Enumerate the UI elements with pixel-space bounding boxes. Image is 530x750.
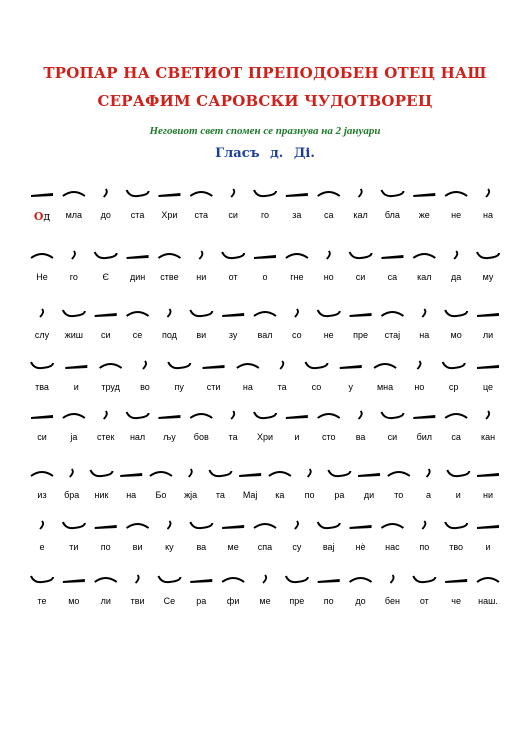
lyric-syllable: го — [69, 272, 78, 282]
lyric-syllable: ка — [275, 490, 285, 500]
lyric-syllable: вал — [257, 330, 273, 340]
lyric-syllable: ли — [100, 596, 111, 606]
lyric-syllable: пу — [174, 382, 184, 392]
neume-mark — [318, 579, 340, 583]
neume-line — [0, 352, 530, 378]
neume-mark — [72, 251, 75, 259]
tone-mode-letter: д. — [270, 146, 284, 161]
neume-mark — [477, 473, 499, 477]
neume-mark — [100, 364, 122, 368]
lyric-syllable: из — [37, 490, 47, 500]
lyric-syllable: гне — [290, 272, 304, 282]
neume-mark — [286, 254, 308, 258]
lyric-syllable: са — [323, 210, 334, 220]
neume-mark — [31, 472, 53, 476]
lyric-line — [0, 542, 530, 558]
neume-mark — [350, 578, 372, 582]
neume-mark — [254, 312, 276, 316]
lyric-syllable: на — [483, 210, 493, 220]
neume-mark — [209, 470, 231, 476]
lyric-syllable: у — [348, 382, 354, 392]
neume-mark — [158, 415, 180, 419]
neume-mark — [422, 521, 425, 529]
neume-mark — [222, 252, 244, 258]
lyric-syllable: кан — [480, 432, 496, 442]
lyric-syllable: ра — [334, 490, 345, 500]
lyric-syllable: кал — [353, 210, 368, 220]
neume-mark — [63, 522, 85, 528]
neume-mark — [158, 576, 180, 582]
neume-mark — [445, 579, 467, 583]
lyric-syllable: да — [451, 272, 462, 282]
neume-row-svg — [0, 242, 530, 268]
neume-line — [0, 242, 530, 268]
lyric-syllable: со — [292, 330, 302, 340]
lyric-syllable: му — [482, 272, 494, 282]
lyric-syllable: бов — [193, 432, 209, 442]
neume-mark — [190, 192, 212, 196]
lyric-syllable: и — [455, 490, 461, 500]
neume-mark — [427, 469, 430, 477]
neume-mark — [413, 193, 435, 197]
lyric-syllable: сти — [206, 382, 221, 392]
neume-mark — [167, 521, 170, 529]
lyric-syllable: Не — [36, 272, 48, 282]
lyric-syllable: слу — [34, 330, 50, 340]
lyric-syllable: та — [215, 490, 225, 500]
lyric-syllable: тво — [449, 542, 464, 552]
lyric-syllable: ср — [448, 382, 459, 392]
lyric-syllable: си — [355, 272, 366, 282]
lyric-syllable: от — [419, 596, 429, 606]
neume-mark — [381, 255, 403, 259]
lyric-syllable: и — [73, 382, 79, 392]
lyric-syllable: кал — [417, 272, 432, 282]
neume-mark — [127, 312, 149, 316]
neume-mark — [90, 470, 112, 476]
lyric-syllable: не — [451, 210, 462, 220]
neume-mark — [190, 522, 212, 528]
neume-mark — [477, 313, 499, 317]
neume-mark — [486, 189, 489, 197]
lyric-syllable: нал — [129, 432, 146, 442]
lyric-syllable: под — [161, 330, 177, 340]
lyric-syllable: бра — [64, 490, 80, 500]
lyric-syllable: Се — [163, 596, 176, 606]
lyric-syllable: а — [426, 490, 432, 500]
lyric-syllable: дин — [129, 272, 146, 282]
neume-mark — [269, 472, 291, 476]
neume-mark — [358, 473, 380, 477]
lyric-syllable: та — [277, 382, 287, 392]
lyric-syllable: се — [132, 330, 143, 340]
neume-mark — [127, 255, 149, 259]
neume-mark — [31, 576, 53, 582]
neume-mark — [295, 309, 298, 317]
lyric-syllable: си — [228, 210, 238, 220]
tone-mode-sign: Ді. — [293, 146, 315, 161]
neume-mark — [31, 362, 53, 368]
neume-mark — [63, 414, 85, 418]
neume-line — [0, 180, 530, 206]
neume-mark — [237, 364, 259, 368]
neume-mark — [359, 411, 362, 419]
neume-mark — [286, 193, 308, 197]
lyric-syllable: за — [292, 210, 302, 220]
lyric-syllable: вај — [322, 542, 335, 552]
neume-mark — [95, 252, 117, 258]
lyric-syllable: ста — [194, 210, 209, 220]
neume-mark — [477, 252, 499, 258]
lyric-syllable: су — [292, 542, 302, 552]
lyric-line — [0, 272, 530, 288]
lyric-syllable: ја — [70, 432, 78, 442]
lyric-syllable: љу — [163, 432, 176, 442]
neume-mark — [413, 415, 435, 419]
neume-mark — [127, 190, 149, 196]
lyric-syllable: стај — [384, 330, 401, 340]
lyric-syllable: фи — [226, 596, 240, 606]
neume-mark — [127, 412, 149, 418]
lyric-syllable: на — [242, 382, 253, 392]
lyric-syllable: труд — [101, 382, 120, 392]
neume-mark — [295, 521, 298, 529]
lyric-line — [0, 330, 530, 346]
neume-mark — [40, 309, 43, 317]
neume-mark — [254, 524, 276, 528]
lyric-syllable: но — [323, 272, 334, 282]
neume-mark — [104, 189, 107, 197]
lyric-syllable: те — [37, 596, 47, 606]
neume-mark — [63, 192, 85, 196]
lyric-syllable: мна — [376, 382, 394, 392]
lyric-syllable: стек — [96, 432, 115, 442]
neume-line — [0, 402, 530, 428]
neume-mark — [350, 525, 372, 529]
neume-mark — [305, 362, 327, 368]
lyric-syllable: ди — [363, 490, 375, 500]
lyric-syllable: зу — [228, 330, 238, 340]
neume-mark — [318, 522, 340, 528]
lyric-syllable: са — [387, 272, 398, 282]
neume-mark — [318, 192, 340, 196]
neume-mark — [390, 575, 393, 583]
lyric-syllable: тви — [130, 596, 145, 606]
neume-mark — [203, 365, 225, 369]
neume-line — [0, 460, 530, 486]
neume-mark — [31, 193, 53, 197]
lyric-syllable: мла — [65, 210, 83, 220]
lyric-syllable: пре — [353, 330, 369, 340]
lyric-syllable: спа — [257, 542, 273, 552]
neume-row-svg — [0, 300, 530, 326]
lyric-syllable: до — [100, 210, 111, 220]
neume-mark — [445, 414, 467, 418]
lyric-syllable: по — [304, 490, 315, 500]
neume-mark — [199, 251, 202, 259]
lyric-syllable: це — [482, 382, 494, 392]
lyric-syllable: си — [100, 330, 111, 340]
lyric-syllable: сто — [321, 432, 336, 442]
lyric-syllable: о — [262, 272, 268, 282]
lyric-line — [0, 490, 530, 506]
lyric-syllable: е — [39, 542, 45, 552]
neume-mark — [340, 365, 362, 369]
neume-row-svg — [0, 352, 530, 378]
lyric-line — [0, 432, 530, 448]
tone-heading — [0, 146, 530, 161]
neume-mark — [190, 414, 212, 418]
neume-mark — [413, 576, 435, 582]
lyric-syllable — [34, 210, 50, 223]
title-line-2: СЕРАФИМ САРОВСКИ ЧУДОТВОРЕЦ — [97, 92, 433, 110]
lyric-syllable: от — [228, 272, 238, 282]
neume-mark — [388, 472, 410, 476]
neume-mark — [31, 254, 53, 258]
neume-mark — [158, 254, 180, 258]
neume-mark — [445, 192, 467, 196]
lyric-line — [0, 382, 530, 398]
neume-mark — [158, 193, 180, 197]
neume-row-svg — [0, 180, 530, 206]
neume-mark — [254, 412, 276, 418]
neume-mark — [328, 470, 350, 476]
neume-mark — [308, 469, 311, 477]
neume-mark — [445, 522, 467, 528]
neume-mark — [381, 190, 403, 196]
neume-mark — [381, 412, 403, 418]
lyric-line — [0, 596, 530, 612]
subtitle: Неговиот свет спомен се празнува на 2 јануари — [149, 125, 381, 137]
lyric-syllable: на — [126, 490, 137, 500]
lyric-syllable: жиш — [64, 330, 83, 340]
neume-mark — [417, 361, 420, 369]
neume-mark — [318, 414, 340, 418]
neume-mark — [70, 469, 73, 477]
lyric-syllable: мо — [450, 330, 462, 340]
neume-mark — [63, 310, 85, 316]
neume-mark — [422, 309, 425, 317]
neume-mark — [327, 251, 330, 259]
lyric-syllable: бил — [416, 432, 432, 442]
lyric-syllable: нè — [355, 542, 366, 552]
neume-mark — [350, 252, 372, 258]
neume-mark — [127, 524, 149, 528]
neume-mark — [359, 189, 362, 197]
neume-mark — [95, 578, 117, 582]
neume-mark — [231, 189, 234, 197]
neume-mark — [413, 254, 435, 258]
lyric-syllable: но — [414, 382, 425, 392]
tone-label: Гласъ — [215, 146, 260, 161]
lyric-syllable: си — [37, 432, 47, 442]
lyric-syllable: бла — [384, 210, 400, 220]
neume-mark — [239, 473, 261, 477]
lyric-syllable: по — [100, 542, 111, 552]
neume-mark — [486, 411, 489, 419]
neume-mark — [190, 310, 212, 316]
neume-mark — [95, 313, 117, 317]
lyric-syllable: и — [294, 432, 300, 442]
neume-mark — [280, 361, 283, 369]
neume-mark — [477, 365, 499, 369]
lyric-syllable: нас — [385, 542, 400, 552]
neume-mark — [120, 473, 142, 477]
lyric-syllable: до — [355, 596, 366, 606]
lyric-syllable: во — [140, 382, 150, 392]
lyric-syllable: и — [485, 542, 491, 552]
neume-mark — [63, 579, 85, 583]
neume-mark — [222, 578, 244, 582]
initial-letter: О — [33, 210, 44, 223]
lyric-syllable: на — [419, 330, 430, 340]
lyric-syllable: Бо — [155, 490, 167, 500]
neume-row-svg — [0, 512, 530, 538]
lyric-syllable: бен — [384, 596, 400, 606]
lyric-syllable: Хри — [256, 432, 274, 442]
lyric-syllable: ста — [130, 210, 145, 220]
neume-mark — [447, 470, 469, 476]
neume-mark — [477, 578, 499, 582]
lyric-syllable: ли — [482, 330, 494, 340]
neume-mark — [222, 525, 244, 529]
lyric-syllable: та — [228, 432, 238, 442]
neume-mark — [254, 190, 276, 196]
lyric-syllable: наш. — [478, 596, 498, 606]
lyric-syllable: ви — [132, 542, 143, 552]
neume-mark — [189, 469, 192, 477]
lyric-syllable: стве — [160, 272, 179, 282]
neume-mark — [286, 576, 308, 582]
neume-mark — [104, 411, 107, 419]
lyric-syllable: ме — [259, 596, 271, 606]
lyric-syllable: не — [323, 330, 334, 340]
neume-mark — [143, 361, 146, 369]
neume-line — [0, 300, 530, 326]
lyric-syllable: по — [419, 542, 430, 552]
neume-mark — [454, 251, 457, 259]
lyric-syllable: тва — [35, 382, 49, 392]
neume-mark — [190, 579, 212, 583]
neume-mark — [231, 411, 234, 419]
lyric-syllable: по — [323, 596, 334, 606]
lyric-syllable: жја — [184, 490, 198, 500]
lyric-syllable: ни — [483, 490, 493, 500]
lyric-syllable: са — [451, 432, 461, 442]
lyric-syllable: пре — [289, 596, 305, 606]
lyric-syllable: го — [260, 210, 270, 220]
lyric-syllable: мо — [68, 596, 80, 606]
lyric-syllable: ку — [165, 542, 174, 552]
neume-mark — [40, 521, 43, 529]
lyric-syllable: то — [394, 490, 404, 500]
lyric-syllable: со — [311, 382, 322, 392]
lyric-syllable: же — [418, 210, 430, 220]
lyric-syllable: Є — [102, 272, 109, 282]
neume-line — [0, 512, 530, 538]
lyric-syllable: ра — [196, 596, 207, 606]
neume-row-svg — [0, 460, 530, 486]
neume-mark — [95, 525, 117, 529]
lyric-syllable: си — [387, 432, 398, 442]
neume-row-svg — [0, 566, 530, 592]
neume-mark — [443, 362, 465, 368]
lyric-syllable: ва — [196, 542, 207, 552]
neume-mark — [350, 313, 372, 317]
neume-mark — [318, 310, 340, 316]
lyric-syllable-text: д — [43, 210, 51, 223]
neume-row-svg — [0, 402, 530, 428]
neume-mark — [168, 362, 190, 368]
neume-mark — [222, 313, 244, 317]
neume-mark — [381, 312, 403, 316]
title-line-1: ТРОПАР НА СВЕТИОТ ПРЕПОДОБЕН ОТЕЦ НАШ — [43, 64, 487, 82]
neume-mark — [31, 415, 53, 419]
lyric-line — [0, 210, 530, 226]
neume-mark — [445, 310, 467, 316]
neume-mark — [254, 255, 276, 259]
neume-mark — [477, 525, 499, 529]
neume-mark — [136, 575, 139, 583]
lyric-syllable: ме — [227, 542, 239, 552]
neume-mark — [286, 415, 308, 419]
lyric-syllable: че — [451, 596, 461, 606]
lyric-syllable: Хри — [161, 210, 178, 220]
lyric-syllable: ти — [69, 542, 79, 552]
neume-mark — [381, 524, 403, 528]
lyric-syllable: ни — [196, 272, 207, 282]
neume-mark — [167, 309, 170, 317]
neume-mark — [374, 364, 396, 368]
lyric-syllable: ник — [94, 490, 109, 500]
neume-line — [0, 566, 530, 592]
lyric-syllable: ва — [355, 432, 366, 442]
neume-mark — [65, 365, 87, 369]
neume-mark — [263, 575, 266, 583]
lyric-syllable: Мај — [242, 490, 258, 500]
neume-mark — [150, 472, 172, 476]
lyric-syllable: ви — [196, 330, 207, 340]
